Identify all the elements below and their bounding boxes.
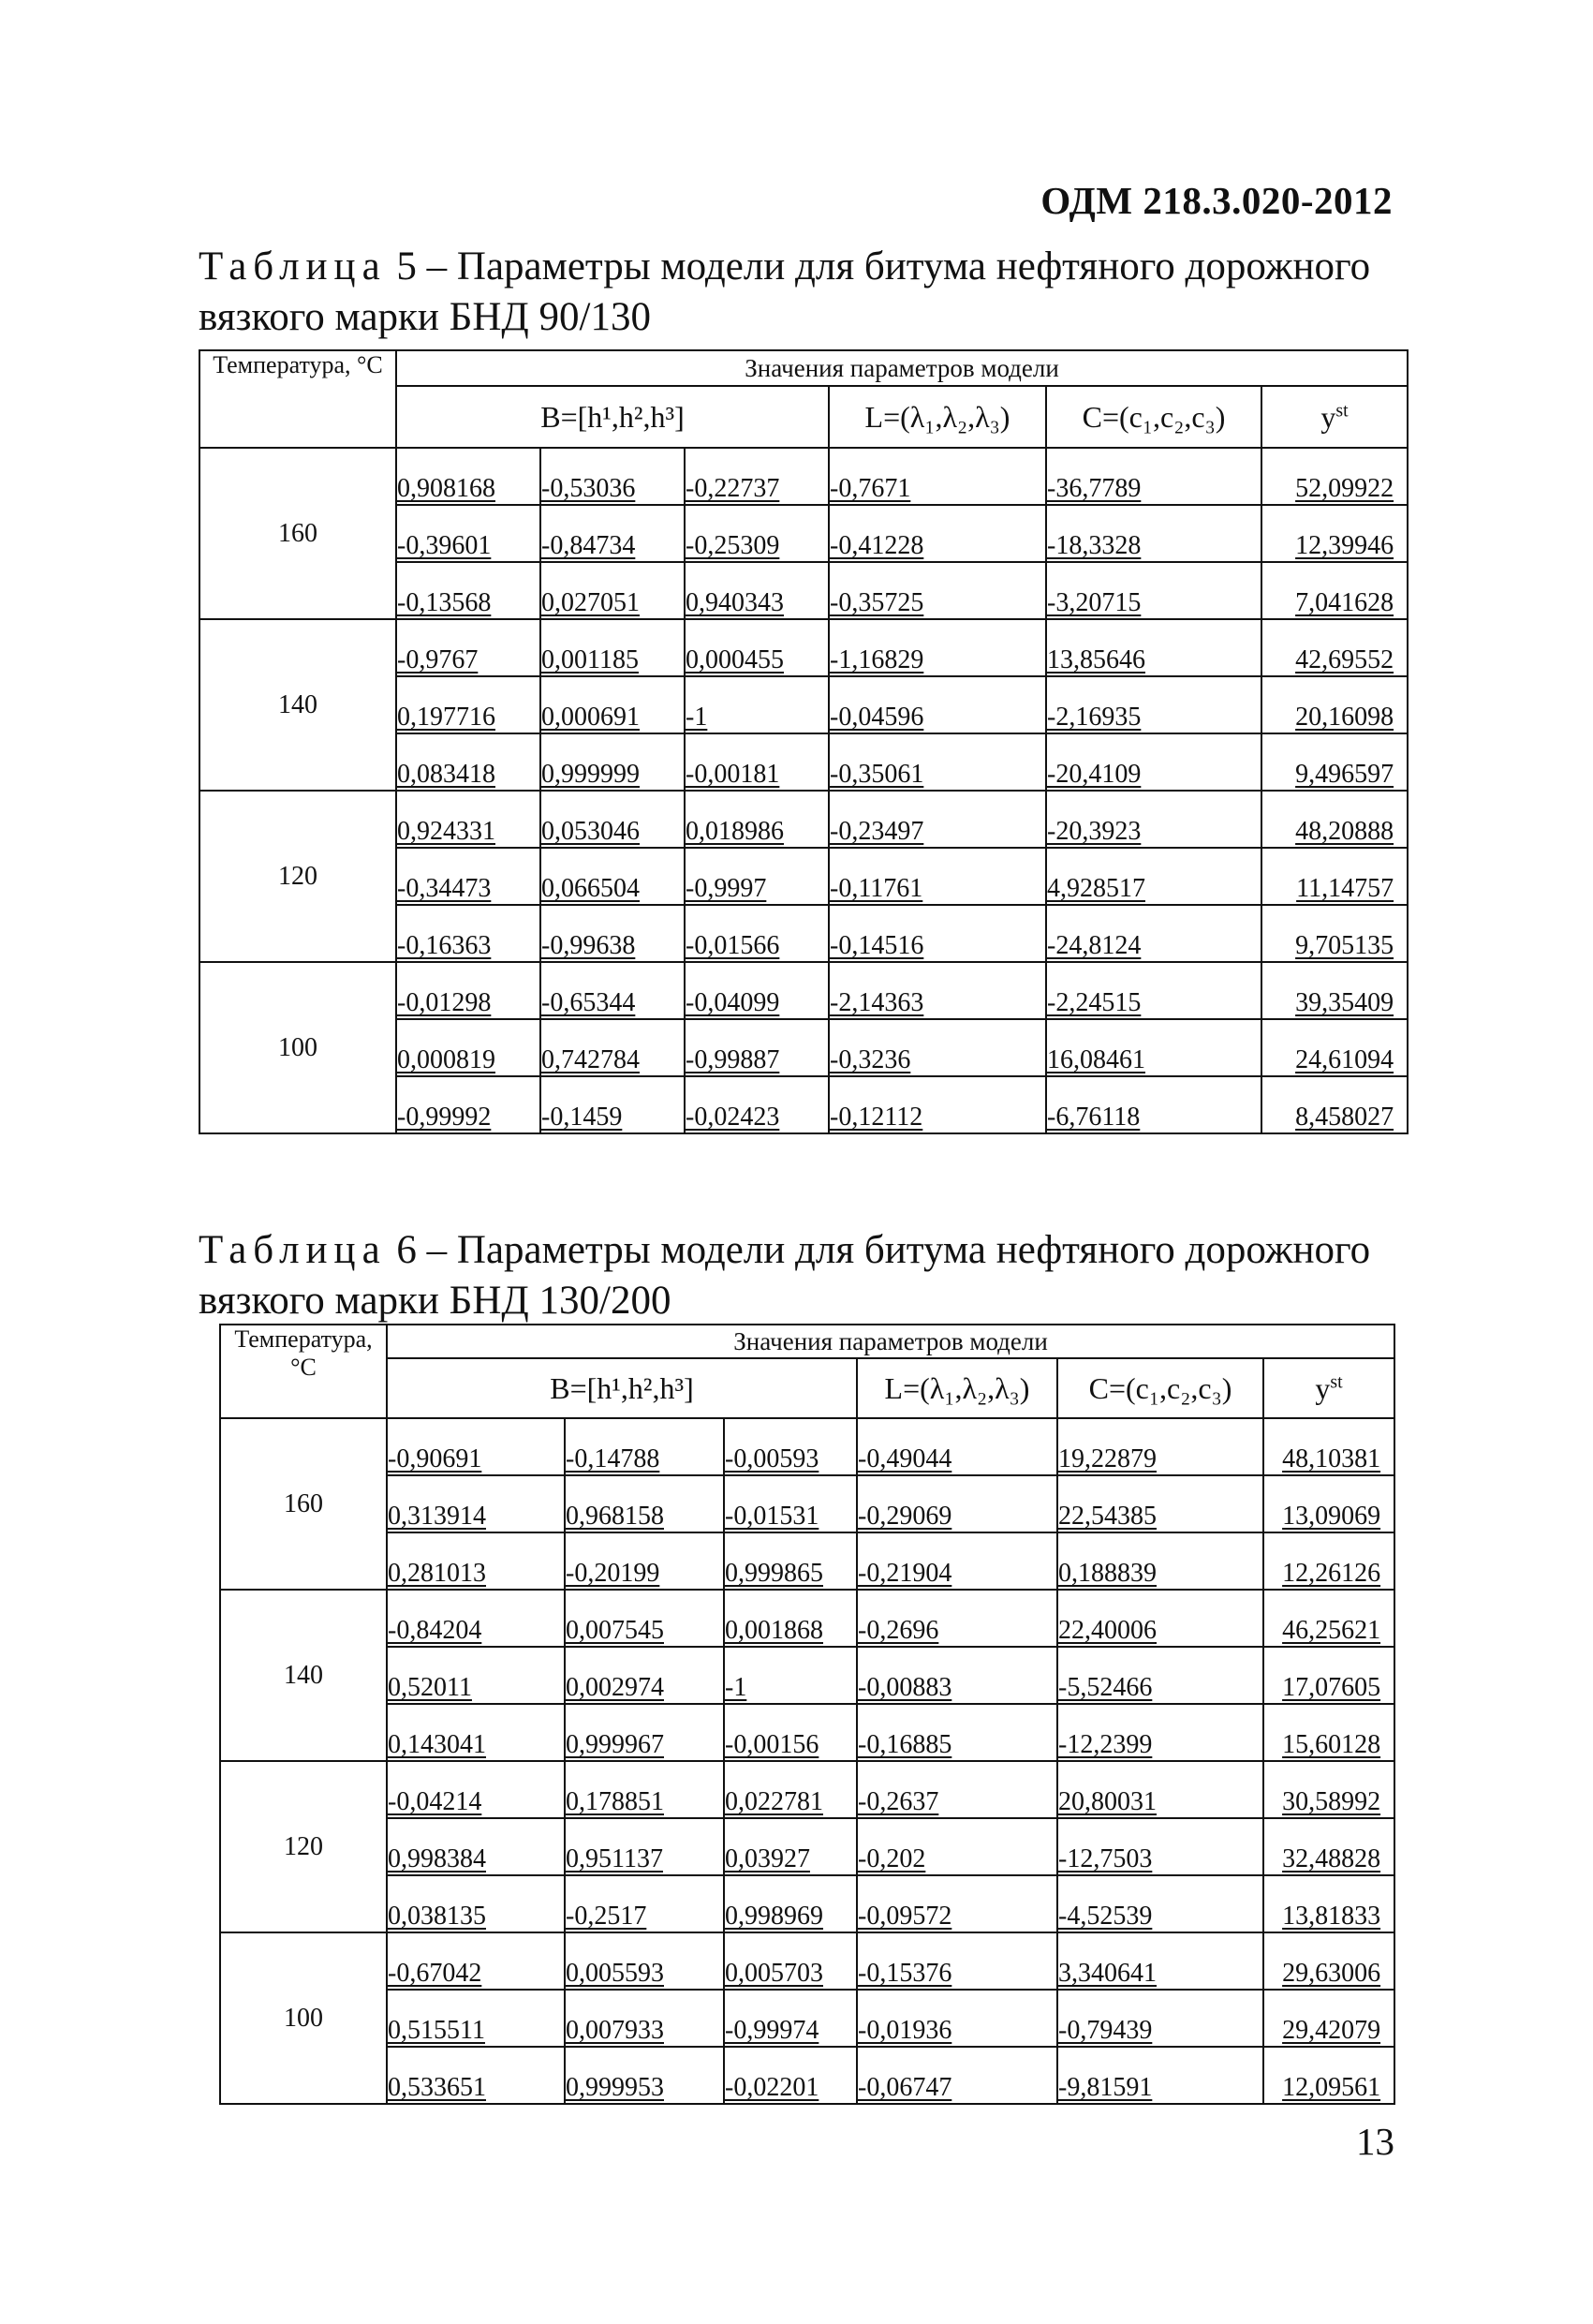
table-row xyxy=(199,962,1408,1019)
table-row xyxy=(220,1418,1394,1475)
value-cell: 29,63006 xyxy=(1263,1932,1394,1990)
header-y-sup: st xyxy=(1330,1370,1343,1392)
value-cell: 0,999865 xyxy=(724,1532,857,1590)
header-c: C=(c₁,c₂,c₃) xyxy=(1046,386,1261,448)
value-cell: -1,16829 xyxy=(829,619,1046,676)
value-cell: 17,07605 xyxy=(1263,1647,1394,1704)
value-cell: 46,25621 xyxy=(1263,1590,1394,1647)
table-row xyxy=(220,1475,1394,1532)
value-cell: -0,90691 xyxy=(387,1418,565,1475)
value-cell: 0,066504 xyxy=(540,848,685,905)
value-cell: 13,09069 xyxy=(1263,1475,1394,1532)
header-temperature: Температура, °С xyxy=(199,350,396,448)
temperature-cell: 120 xyxy=(220,1761,387,1932)
value-cell: 12,26126 xyxy=(1263,1532,1394,1590)
value-cell: -0,01936 xyxy=(857,1990,1057,2047)
value-cell: 30,58992 xyxy=(1263,1761,1394,1818)
table-6-body xyxy=(220,1418,1394,2104)
value-cell: -0,84204 xyxy=(387,1590,565,1647)
value-cell: 0,908168 xyxy=(396,448,540,505)
value-cell: -0,67042 xyxy=(387,1932,565,1990)
document-code: ОДМ 218.3.020-2012 xyxy=(1040,179,1393,222)
value-cell: 12,39946 xyxy=(1261,505,1408,562)
header-model-params: Значения параметров модели xyxy=(387,1325,1394,1358)
value-cell: 11,14757 xyxy=(1261,848,1408,905)
value-cell: -0,84734 xyxy=(540,505,685,562)
value-cell: -0,65344 xyxy=(540,962,685,1019)
table-5 xyxy=(199,349,1409,1134)
table-row xyxy=(220,1590,1394,1647)
value-cell: 0,999953 xyxy=(565,2047,724,2104)
value-cell: -0,02201 xyxy=(724,2047,857,2104)
temperature-cell: 100 xyxy=(220,1932,387,2104)
value-cell: -0,02423 xyxy=(685,1076,829,1133)
value-cell: 22,54385 xyxy=(1057,1475,1263,1532)
value-cell: 20,16098 xyxy=(1261,676,1408,733)
table-6 xyxy=(219,1324,1395,2105)
value-cell: -4,52539 xyxy=(1057,1875,1263,1932)
value-cell: 0,998969 xyxy=(724,1875,857,1932)
value-cell: 39,35409 xyxy=(1261,962,1408,1019)
value-cell: -0,00593 xyxy=(724,1418,857,1475)
value-cell: 0,313914 xyxy=(387,1475,565,1532)
table-row xyxy=(199,619,1408,676)
value-cell: -12,7503 xyxy=(1057,1818,1263,1875)
value-cell: 19,22879 xyxy=(1057,1418,1263,1475)
value-cell: -0,25309 xyxy=(685,505,829,562)
caption-text: 5 – Параметры модели для битума нефтяного дорожного вязкого марки БНД 90/130 xyxy=(199,244,1371,339)
header-y-base: y xyxy=(1320,399,1336,434)
table-row xyxy=(220,1818,1394,1875)
value-cell: 0,027051 xyxy=(540,562,685,619)
value-cell: -0,35725 xyxy=(829,562,1046,619)
temperature-cell: 100 xyxy=(199,962,396,1133)
value-cell: 0,999967 xyxy=(565,1704,724,1761)
value-cell: -1 xyxy=(724,1647,857,1704)
header-temperature: Температура, °С xyxy=(220,1325,387,1418)
value-cell: -0,06747 xyxy=(857,2047,1057,2104)
table-5-body xyxy=(199,448,1408,1133)
value-cell: 0,968158 xyxy=(565,1475,724,1532)
value-cell: -0,3236 xyxy=(829,1019,1046,1076)
value-cell: -0,2637 xyxy=(857,1761,1057,1818)
value-cell: -0,29069 xyxy=(857,1475,1057,1532)
value-cell: 9,496597 xyxy=(1261,733,1408,791)
value-cell: 13,81833 xyxy=(1263,1875,1394,1932)
table-6-caption xyxy=(199,1225,1416,1326)
value-cell: 52,09922 xyxy=(1261,448,1408,505)
header-y-sup: st xyxy=(1335,399,1349,421)
value-cell: -18,3328 xyxy=(1046,505,1261,562)
value-cell: -0,01531 xyxy=(724,1475,857,1532)
value-cell: -0,00181 xyxy=(685,733,829,791)
header-c: C=(c₁,c₂,c₃) xyxy=(1057,1358,1263,1418)
caption-lead: Таблица xyxy=(199,244,387,289)
value-cell: -0,20199 xyxy=(565,1532,724,1590)
value-cell: -1 xyxy=(685,676,829,733)
value-cell: 0,281013 xyxy=(387,1532,565,1590)
value-cell: 0,007933 xyxy=(565,1990,724,2047)
value-cell: -0,01298 xyxy=(396,962,540,1019)
temperature-cell: 140 xyxy=(199,619,396,791)
value-cell: -0,53036 xyxy=(540,448,685,505)
header-l: L=(λ₁,λ₂,λ₃) xyxy=(857,1358,1057,1418)
value-cell: -0,99638 xyxy=(540,905,685,962)
value-cell: -2,16935 xyxy=(1046,676,1261,733)
value-cell: -0,99974 xyxy=(724,1990,857,2047)
value-cell: -12,2399 xyxy=(1057,1704,1263,1761)
value-cell: -0,00883 xyxy=(857,1647,1057,1704)
value-cell: -0,49044 xyxy=(857,1418,1057,1475)
value-cell: 4,928517 xyxy=(1046,848,1261,905)
value-cell: -6,76118 xyxy=(1046,1076,1261,1133)
value-cell: 13,85646 xyxy=(1046,619,1261,676)
value-cell: -36,7789 xyxy=(1046,448,1261,505)
caption-lead: Таблица xyxy=(199,1228,387,1272)
value-cell: 29,42079 xyxy=(1263,1990,1394,2047)
value-cell: 42,69552 xyxy=(1261,619,1408,676)
value-cell: -0,09572 xyxy=(857,1875,1057,1932)
temperature-cell: 160 xyxy=(199,448,396,619)
value-cell: 0,52011 xyxy=(387,1647,565,1704)
value-cell: -0,22737 xyxy=(685,448,829,505)
temperature-cell: 120 xyxy=(199,791,396,962)
table-row xyxy=(220,1647,1394,1704)
value-cell: 0,515511 xyxy=(387,1990,565,2047)
value-cell: 0,188839 xyxy=(1057,1532,1263,1590)
value-cell: 0,03927 xyxy=(724,1818,857,1875)
value-cell: -9,81591 xyxy=(1057,2047,1263,2104)
value-cell: 0,178851 xyxy=(565,1761,724,1818)
value-cell: 0,001185 xyxy=(540,619,685,676)
table-row xyxy=(199,448,1408,505)
table-row xyxy=(220,1932,1394,1990)
value-cell: 20,80031 xyxy=(1057,1761,1263,1818)
value-cell: 0,000455 xyxy=(685,619,829,676)
value-cell: -0,01566 xyxy=(685,905,829,962)
value-cell: -0,16885 xyxy=(857,1704,1057,1761)
value-cell: -0,9767 xyxy=(396,619,540,676)
value-cell: -0,04099 xyxy=(685,962,829,1019)
value-cell: 0,005593 xyxy=(565,1932,724,1990)
value-cell: -3,20715 xyxy=(1046,562,1261,619)
value-cell: -0,39601 xyxy=(396,505,540,562)
value-cell: 48,20888 xyxy=(1261,791,1408,848)
table-row xyxy=(220,2047,1394,2104)
value-cell: 22,40006 xyxy=(1057,1590,1263,1647)
header-b: B=[h¹,h²,h³] xyxy=(396,386,829,448)
value-cell: -0,04596 xyxy=(829,676,1046,733)
caption-text: 6 – Параметры модели для битума нефтяного дорожного вязкого марки БНД 130/200 xyxy=(199,1228,1371,1323)
value-cell: 32,48828 xyxy=(1263,1818,1394,1875)
table-5-caption xyxy=(199,242,1416,343)
value-cell: 0,038135 xyxy=(387,1875,565,1932)
value-cell: 0,001868 xyxy=(724,1590,857,1647)
table-row xyxy=(220,1990,1394,2047)
value-cell: 0,951137 xyxy=(565,1818,724,1875)
table-row xyxy=(220,1704,1394,1761)
table-row xyxy=(220,1875,1394,1932)
value-cell: -0,11761 xyxy=(829,848,1046,905)
page-number: 13 xyxy=(1356,2120,1394,2163)
value-cell: -0,9997 xyxy=(685,848,829,905)
table-row xyxy=(220,1761,1394,1818)
value-cell: -0,41228 xyxy=(829,505,1046,562)
value-cell: 0,000819 xyxy=(396,1019,540,1076)
value-cell: -0,2696 xyxy=(857,1590,1057,1647)
value-cell: 16,08461 xyxy=(1046,1019,1261,1076)
value-cell: -0,35061 xyxy=(829,733,1046,791)
header-model-params: Значения параметров модели xyxy=(396,350,1408,386)
value-cell: 7,041628 xyxy=(1261,562,1408,619)
value-cell: -0,21904 xyxy=(857,1532,1057,1590)
value-cell: -20,3923 xyxy=(1046,791,1261,848)
value-cell: -0,14788 xyxy=(565,1418,724,1475)
value-cell: -0,79439 xyxy=(1057,1990,1263,2047)
value-cell: 12,09561 xyxy=(1263,2047,1394,2104)
value-cell: 8,458027 xyxy=(1261,1076,1408,1133)
value-cell: -0,202 xyxy=(857,1818,1057,1875)
value-cell: 0,053046 xyxy=(540,791,685,848)
value-cell: 0,000691 xyxy=(540,676,685,733)
value-cell: 0,143041 xyxy=(387,1704,565,1761)
value-cell: 0,998384 xyxy=(387,1818,565,1875)
temperature-cell: 160 xyxy=(220,1418,387,1590)
value-cell: -0,23497 xyxy=(829,791,1046,848)
value-cell: -2,14363 xyxy=(829,962,1046,1019)
value-cell: 0,083418 xyxy=(396,733,540,791)
value-cell: 0,007545 xyxy=(565,1590,724,1647)
value-cell: 3,340641 xyxy=(1057,1932,1263,1990)
header-l: L=(λ₁,λ₂,λ₃) xyxy=(829,386,1046,448)
value-cell: -0,99887 xyxy=(685,1019,829,1076)
value-cell: -0,7671 xyxy=(829,448,1046,505)
value-cell: -2,24515 xyxy=(1046,962,1261,1019)
table-row xyxy=(220,1532,1394,1590)
value-cell: 0,924331 xyxy=(396,791,540,848)
value-cell: 0,197716 xyxy=(396,676,540,733)
value-cell: -0,2517 xyxy=(565,1875,724,1932)
value-cell: 0,005703 xyxy=(724,1932,857,1990)
header-y-base: y xyxy=(1315,1370,1331,1405)
value-cell: 0,940343 xyxy=(685,562,829,619)
value-cell: 48,10381 xyxy=(1263,1418,1394,1475)
value-cell: -20,4109 xyxy=(1046,733,1261,791)
value-cell: 15,60128 xyxy=(1263,1704,1394,1761)
value-cell: 24,61094 xyxy=(1261,1019,1408,1076)
value-cell: -0,14516 xyxy=(829,905,1046,962)
header-b: B=[h¹,h²,h³] xyxy=(387,1358,857,1418)
value-cell: -0,13568 xyxy=(396,562,540,619)
value-cell: -0,99992 xyxy=(396,1076,540,1133)
header-y xyxy=(1263,1358,1394,1418)
value-cell: -0,00156 xyxy=(724,1704,857,1761)
value-cell: 0,999999 xyxy=(540,733,685,791)
temperature-cell: 140 xyxy=(220,1590,387,1761)
value-cell: 9,705135 xyxy=(1261,905,1408,962)
value-cell: 0,018986 xyxy=(685,791,829,848)
value-cell: -24,8124 xyxy=(1046,905,1261,962)
value-cell: -0,04214 xyxy=(387,1761,565,1818)
table-row xyxy=(199,791,1408,848)
value-cell: -0,34473 xyxy=(396,848,540,905)
value-cell: 0,002974 xyxy=(565,1647,724,1704)
value-cell: -0,16363 xyxy=(396,905,540,962)
value-cell: -0,15376 xyxy=(857,1932,1057,1990)
value-cell: -0,1459 xyxy=(540,1076,685,1133)
value-cell: 0,022781 xyxy=(724,1761,857,1818)
value-cell: -0,12112 xyxy=(829,1076,1046,1133)
header-y xyxy=(1261,386,1408,448)
value-cell: 0,533651 xyxy=(387,2047,565,2104)
value-cell: -5,52466 xyxy=(1057,1647,1263,1704)
value-cell: 0,742784 xyxy=(540,1019,685,1076)
